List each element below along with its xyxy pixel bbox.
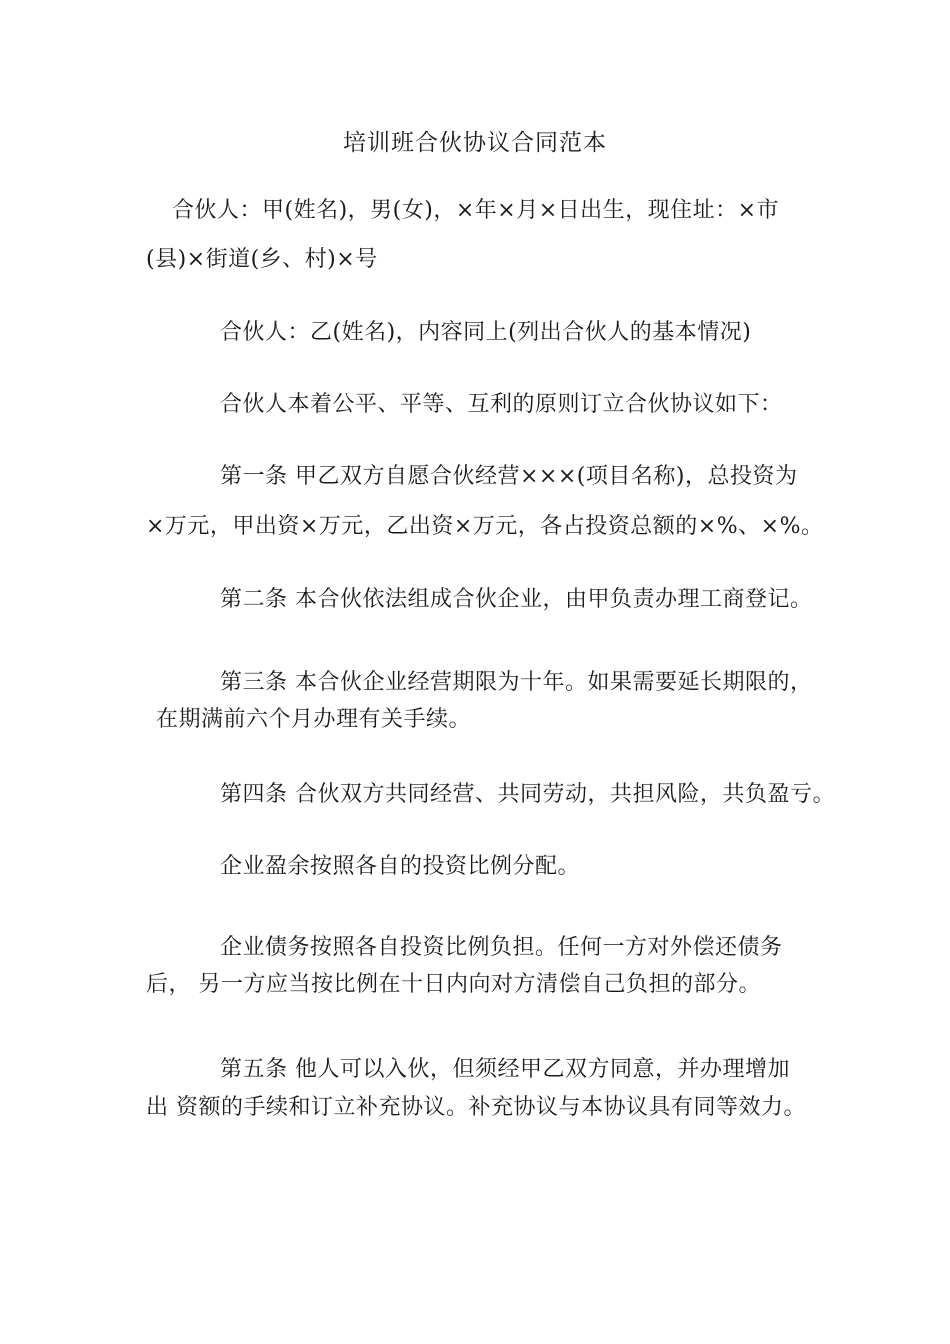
text-line: 第四条 合伙双方共同经营、共同劳动，共担风险，共负盈亏。 [220, 782, 835, 807]
text-line: 后， 另一方应当按比例在十日内向对方清偿自己负担的部分。 [146, 972, 761, 997]
text-line: 第五条 他人可以入伙，但须经甲乙双方同意，并办理增加 [220, 1057, 790, 1082]
text-line: 在期满前六个月办理有关手续。 [156, 707, 472, 732]
text-line: (县)×街道(乡、村)×号 [146, 247, 378, 272]
document-title: 培训班合伙协议合同范本 [343, 130, 607, 156]
text-line: 出 资额的手续和订立补充协议。补充协议与本协议具有同等效力。 [146, 1095, 806, 1120]
text-line: 第三条 本合伙企业经营期限为十年。如果需要延长期限的， [220, 670, 813, 695]
text-line: 合伙人本着公平、平等、互利的原则订立合伙协议如下： [220, 392, 783, 417]
text-line: 企业债务按照各自投资比例负担。任何一方对外偿还债务 [220, 935, 783, 960]
text-line: 企业盈余按照各自的投资比例分配。 [220, 854, 581, 879]
text-line: 第一条 甲乙双方自愿合伙经营×××(项目名称)，总投资为 [220, 464, 798, 489]
text-line: 第二条 本合伙依法组成合伙企业，由甲负责办理工商登记。 [220, 587, 813, 612]
text-line: 合伙人：甲(姓名)，男(女)，×年×月×日出生，现住址：×市 [172, 198, 780, 223]
text-line: 合伙人：乙(姓名)，内容同上(列出合伙人的基本情况) [220, 320, 752, 345]
text-line: ×万元，甲出资×万元，乙出资×万元，各占投资总额的×%、×%。 [146, 514, 824, 539]
